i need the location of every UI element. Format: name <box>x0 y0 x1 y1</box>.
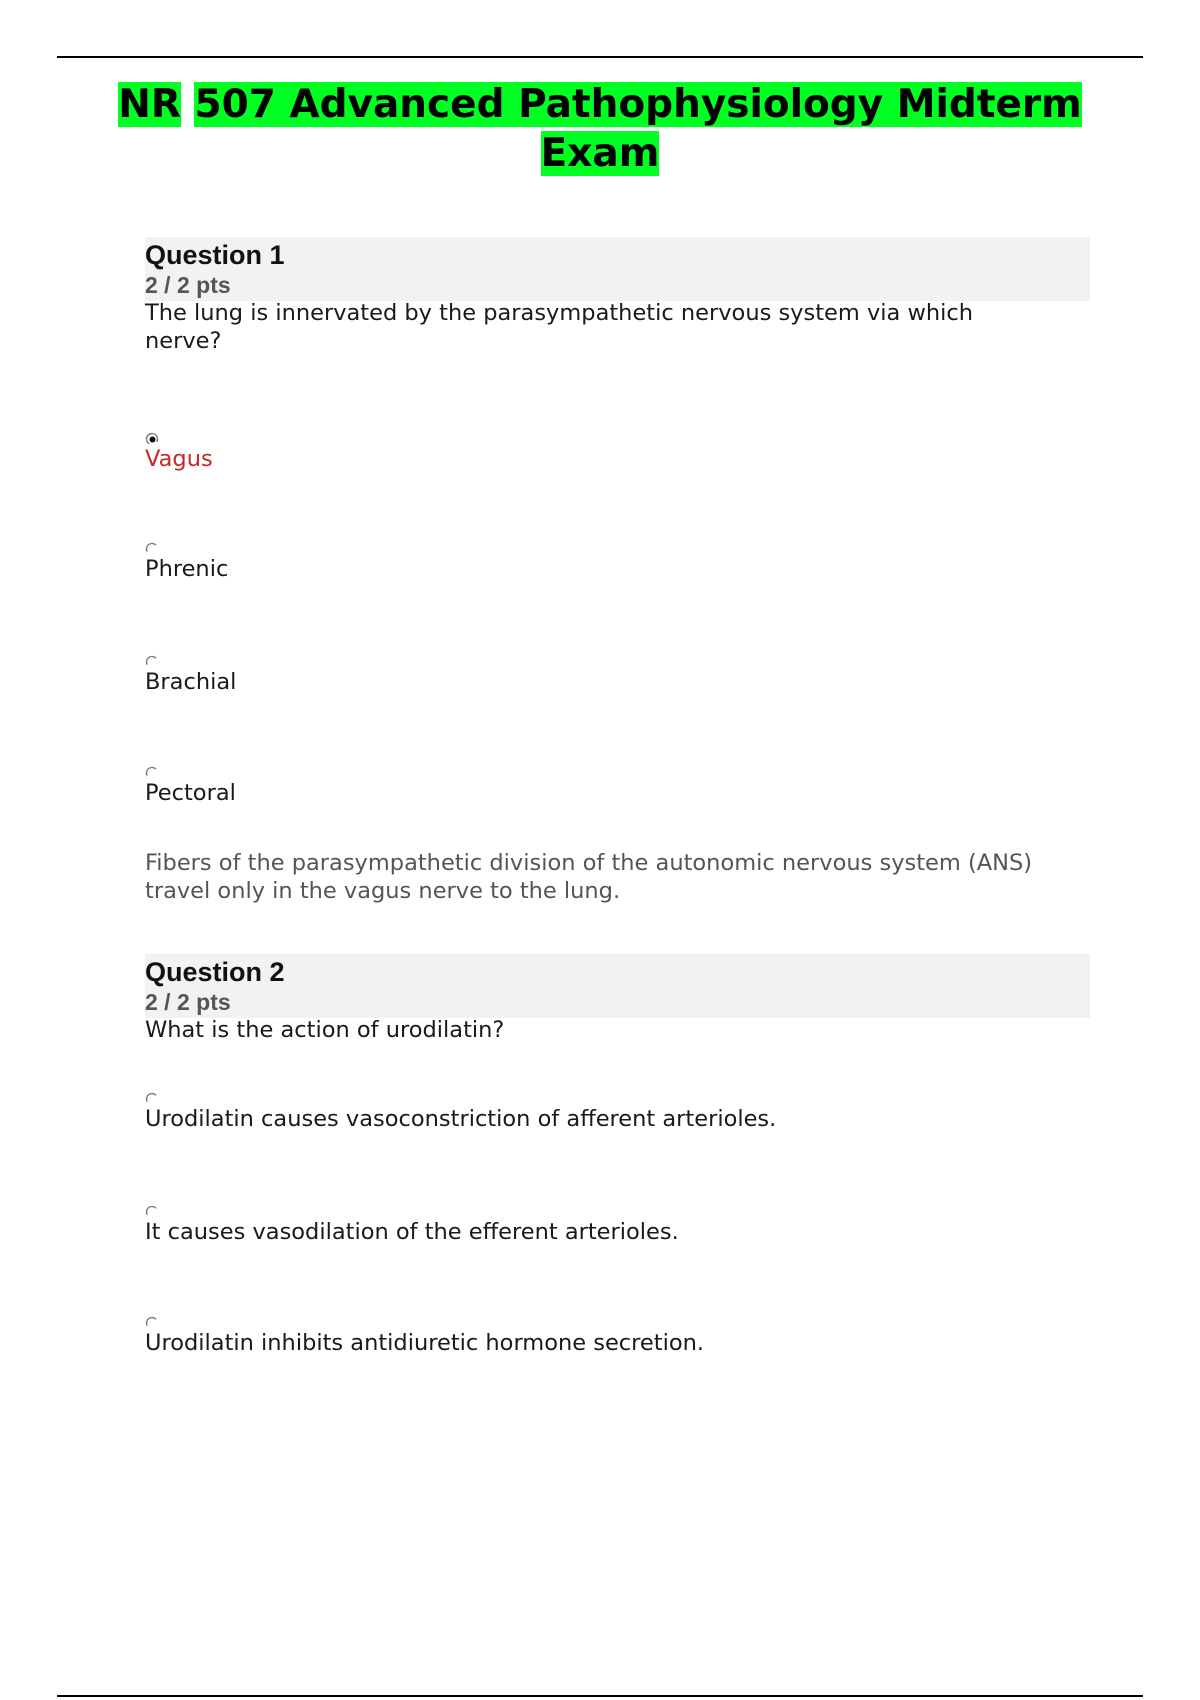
radio-icon[interactable] <box>145 655 159 669</box>
answer-option-1[interactable] <box>145 1092 776 1133</box>
question-2-points: 2 / 2 pts <box>145 989 231 1015</box>
page-title <box>60 80 1140 178</box>
question-1-title: Question 1 <box>145 240 285 270</box>
answer-label: Phrenic <box>145 556 229 582</box>
answer-label: Vagus <box>145 446 213 472</box>
answer-label: Urodilatin causes vasoconstriction of afferent arterioles. <box>145 1106 777 1132</box>
radio-icon[interactable] <box>145 766 159 780</box>
answer-option-2[interactable] <box>145 1205 679 1246</box>
question-1-points: 2 / 2 pts <box>145 272 231 298</box>
question-2 <box>145 954 1090 1374</box>
answer-label: Urodilatin inhibits antidiuretic hormone secretion. <box>145 1330 705 1356</box>
title-part-3: Exam <box>540 131 660 176</box>
question-1-feedback: Fibers of the parasympathetic division of the autonomic nervous system (ANS) travel only in the vagus nerve to the lung. <box>145 850 1033 904</box>
title-part-2: 507 Advanced Pathophysiology Midterm <box>194 82 1082 127</box>
radio-icon[interactable] <box>145 1316 159 1330</box>
radio-icon[interactable] <box>145 542 159 556</box>
radio-icon[interactable] <box>145 1092 159 1106</box>
question-1-header <box>145 237 1090 301</box>
question-2-title: Question 2 <box>145 957 285 987</box>
answer-label: Pectoral <box>145 780 236 806</box>
answer-option-3[interactable] <box>145 1316 704 1357</box>
question-2-text: What is the action of urodilatin? <box>145 1017 505 1043</box>
answer-pectoral[interactable] <box>145 766 236 807</box>
bottom-rule <box>57 1695 1143 1697</box>
answer-brachial[interactable] <box>145 655 236 696</box>
question-1-text: The lung is innervated by the parasympathetic nervous system via which nerve? <box>145 300 973 354</box>
question-2-header <box>145 954 1090 1018</box>
question-1 <box>145 237 1090 907</box>
top-rule <box>57 56 1143 58</box>
title-part-1: NR <box>118 82 181 127</box>
radio-selected-icon[interactable] <box>145 432 159 446</box>
answer-label: Brachial <box>145 669 237 695</box>
answer-phrenic[interactable] <box>145 542 228 583</box>
answer-label: It causes vasodilation of the efferent arterioles. <box>145 1219 679 1245</box>
radio-icon[interactable] <box>145 1205 159 1219</box>
answer-vagus[interactable] <box>145 432 213 473</box>
